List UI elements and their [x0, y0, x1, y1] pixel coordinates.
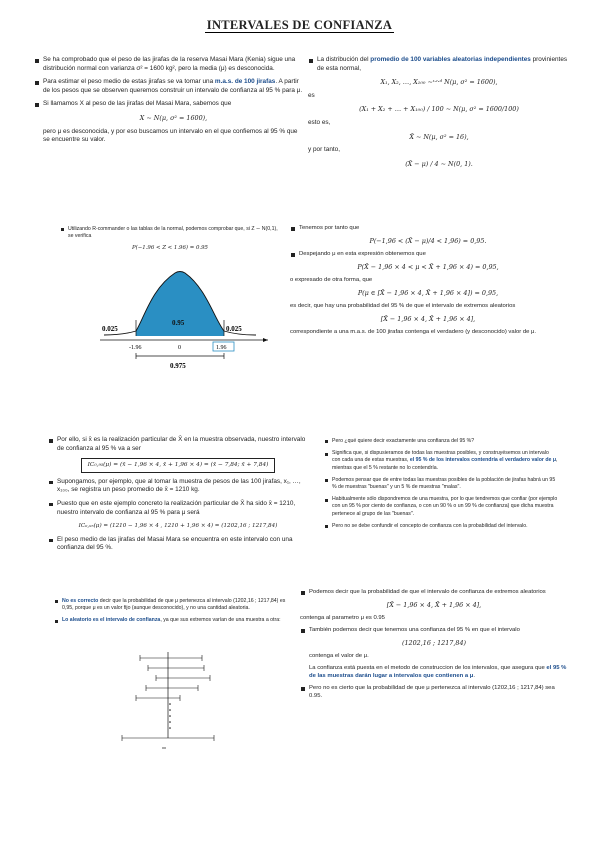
bullet: Podemos pensar que de entre todas las muestras posibles de la población de jirafas habrá un 95 % de muestras "buenas" y un 5 % de muestras "malas". [324, 477, 558, 491]
cumulative-label: 0.975 [170, 362, 186, 370]
equation: [X̄ − 1,96 × 4, X̄ + 1,96 × 4], [386, 601, 482, 609]
section1-right [308, 56, 570, 173]
bullet: Podemos decir que la probabilidad de que el intervalo de confianza de extremos aleatorios [300, 588, 568, 596]
bullet: Significa que, si dispusieramos de todas las muestras posibles, y construyésemos un intervalo con cada una de estas muestras, el 95 % de los intervalos contendría el verdadero valor de μ, mientras que el 5 % restante no lo contendría. [324, 450, 558, 472]
boxed-equation: IC₀,₉₅(μ) = (x̄ − 1,96 × 4, x̄ + 1,96 × 4) = (x̄ − 7,84; x̄ + 7,84) [81, 458, 276, 473]
equation: [X̄ − 1,96 × 4, X̄ + 1,96 × 4], [380, 315, 476, 323]
bullet: Lo aleatorio es el intervalo de confianza, ya que sus extremos varían de una muestra a otra: [54, 617, 290, 624]
text: esto es, [308, 118, 331, 126]
equation: P(X̄ − 1,96 × 4 < μ < X̄ + 1,96 × 4) = 0,95, [357, 263, 499, 271]
equation: X₁, X₂, …, X₁₀₀ ∼ᶦ·ᶦ·ᵈ N(μ, σ² = 1600), [380, 78, 498, 87]
text: contenga el valor de μ. [309, 653, 369, 659]
bullet: No es correcto decir que la probabilidad de que μ pertenezca al intervalo (1202,16 ; 1217,84) es 0,95, porque μ es un valor fijo (aunque desconocido), y no una cantidad aleatoria. [54, 598, 290, 612]
bullet: Para estimar el peso medio de estas jirafas se va tomar una m.a.s. de 100 jirafas. A partir de los pesos que se observen queremos construir un intervalo de confianza al 95 % para μ. [34, 78, 304, 95]
section4-left [54, 598, 290, 630]
equation: IC₀,₉₅(μ) = (1210 − 1,96 × 4 , 1210 + 1,96 × 4) = (1202,16 ; 1217,84) [78, 523, 278, 530]
bullet: La distribución del promedio de 100 variables aleatorias independientes provinientes de esta normal, [308, 56, 570, 73]
equation: P(−1.96 < Z < 1.96) = 0.95 [132, 245, 208, 252]
bullet: Puesto que en este ejemplo concreto la realización particular de X̄ ha sido x̄ = 1210, nuestro intervalo de confianza al 95 % para μ será [48, 500, 308, 517]
equation [48, 458, 308, 473]
bullet: Pero no se debe confundir el concepto de confianza con la probabilidad del intervalo. [324, 523, 558, 530]
section3-right [324, 438, 558, 535]
bullet: Pero no es cierto que la probabilidad de que μ pertenezca al intervalo (1202,16 ; 1217,84) sea 0.95. [300, 684, 568, 700]
section4-right [300, 588, 568, 705]
equation: (X₁ + X₂ + … + X₁₀₀) / 100 ∼ N(μ, σ² = 1600/100) [359, 105, 519, 114]
bullet: Habitualmente sólo dispondremos de una muestra, por lo que tendremos que confiar (por ejemplo con un 95 % por ciento de confianza, o con un 90 % o un 99 % de confianza) que dicha muestra pertenece al grupo de las "buenas". [324, 496, 558, 518]
bullet: Se ha comprobado que el peso de las jirafas de la reserva Masai Mara (Kenia) sigue una distribución normal con varianza σ² = 1600 kg², pero la media (μ) es desconocida. [34, 56, 304, 73]
equation: P(μ ∈ [X̄ − 1,96 × 4, X̄ + 1,96 × 4]) = 0,95, [357, 289, 499, 297]
equation: X ∼ N(μ, σ² = 1600), [139, 113, 208, 122]
bullet: Por ello, si x̄ es la realización particular de X̄ en la muestra observada, nuestro intervalo de confianza al 95 % va a ser [48, 436, 308, 453]
page-title: INTERVALES DE CONFIANZA [206, 18, 393, 32]
tick-pos: 1.96 [216, 345, 227, 351]
bullet: Utilizando R-commander o las tablas de la normal, podemos comprobar que, si Z ∼ N(0,1), se verifica [60, 226, 280, 240]
section2-note [60, 226, 280, 258]
text: es decir, que hay una probabilidad del 95 % de que el intervalo de extremos aleatorios [290, 303, 516, 309]
bullet: Despejando μ en esta expresión obtenemos que [290, 250, 566, 258]
section3-left [48, 436, 308, 558]
intervals-figure [118, 652, 228, 760]
normal-distribution-figure [96, 258, 278, 374]
equation: P(−1,96 < (X̄ − μ)/4 < 1,96) = 0,95. [369, 237, 487, 245]
center-label: 0.95 [172, 319, 185, 327]
text: o expresado de otra forma, que [290, 277, 373, 283]
ellipsis-dots [169, 703, 171, 729]
text: correspondiente a una m.a.s. de 100 jirafas contenga el verdadero (y desconocido) valor de μ. [290, 329, 537, 335]
tick-zero: 0 [178, 345, 181, 351]
section2-right [290, 224, 566, 340]
section1-left [34, 56, 304, 150]
right-tail-label: 0.025 [226, 325, 242, 333]
text: contenga al parametro μ es 0.95 [300, 615, 385, 621]
bullet: Tenemos por tanto que [290, 224, 566, 232]
equation: X̄ ∼ N(μ, σ² = 16), [409, 132, 469, 141]
bullet: Si llamamos X al peso de las jirafas del Masai Mara, sabemos que X ∼ N(μ, σ² = 1600), pero μ es desconocida, y por eso buscamos un intervalo en el que confiemos al 95 % que se encuentre su valor. [34, 100, 304, 144]
bullet: También podemos decir que tenemos una confianza del 95 % en que el intervalo [300, 626, 568, 634]
tick-neg: -1.96 [129, 345, 142, 351]
equation: (X̄ − μ) / 4 ∼ N(0, 1). [405, 159, 473, 168]
left-tail-label: 0.025 [102, 325, 118, 333]
bullet: Supongamos, por ejemplo, que al tomar la muestra de pesos de las 100 jirafas, x₁, …, x₁₀₀, se registra un peso promedio de x̄ = 1210 kg. [48, 478, 308, 495]
axis-arrow [263, 338, 268, 342]
bullet: Pero ¿qué quiere decir exactamente una confianza del 95 %? [324, 438, 558, 445]
equation: (1202,16 ; 1217,84) [401, 639, 467, 647]
text: La confianza está puesta en el metodo de construccion de los intervalos, que asegura que el 95 % de las muestras darán lugar a intervalos que contienen a μ. [309, 665, 567, 679]
bullet: El peso medio de las jirafas del Masai Mara se encuentra en este intervalo con una confianza del 95 %. [48, 536, 308, 553]
text: y por tanto, [308, 146, 340, 154]
text: es [308, 91, 315, 99]
